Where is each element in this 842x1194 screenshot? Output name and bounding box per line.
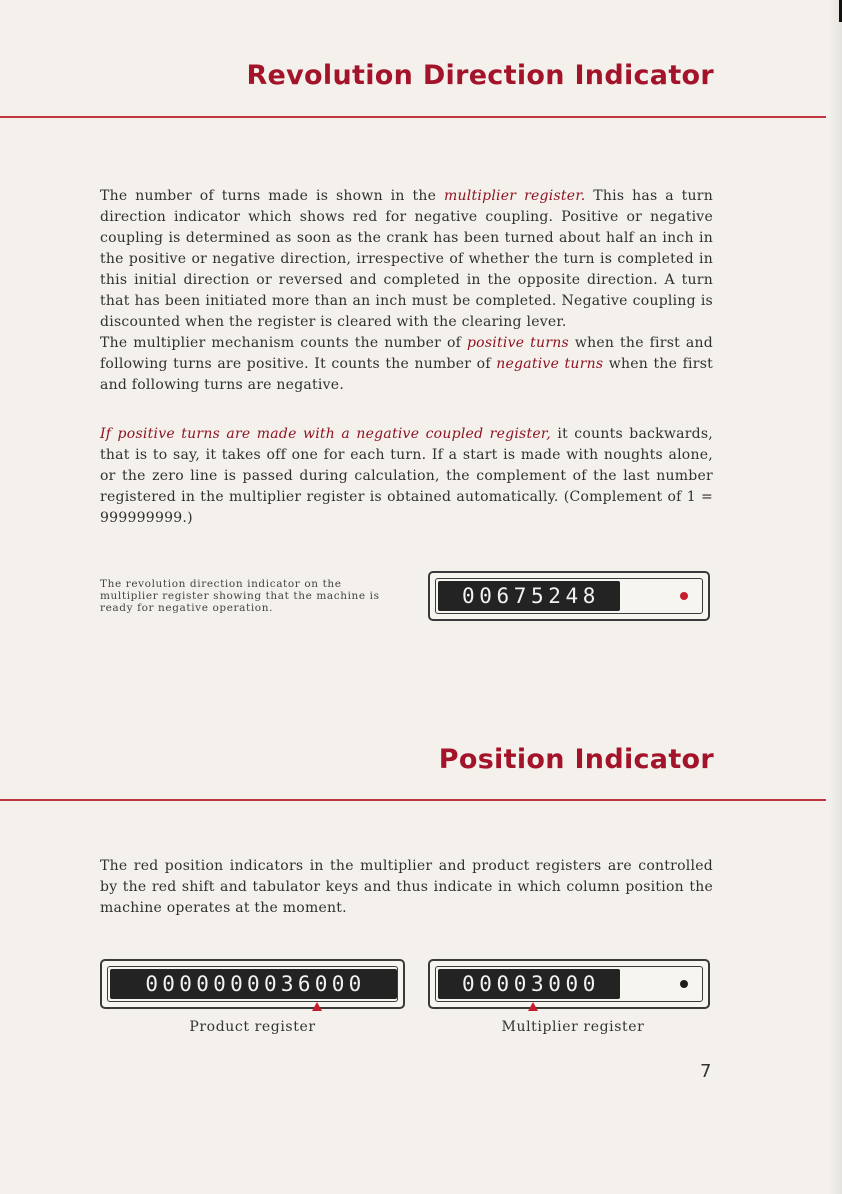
text-segment: The number of turns made is shown in the <box>100 188 444 204</box>
position-paragraph <box>100 856 713 919</box>
text-segment: it counts backwards, that is to say, it takes off one for each turn. If a start is made with noughts alone, or the zero line is passed during calculation, the complement of the last number registered in the multiplier register is obtained automatically. (Complement of 1 = 999999999.) <box>100 426 713 526</box>
revolution-direction-heading: Revolution Direction Indicator <box>246 60 714 91</box>
text-segment: when the first and following turns are positive. It counts the number of <box>100 335 713 372</box>
page-edge-shadow <box>828 0 842 1194</box>
emphasis-text: multiplier register. <box>443 188 586 204</box>
revolution-paragraph-1 <box>100 186 713 396</box>
emphasis-text: negative turns <box>496 356 604 372</box>
product-register-illustration <box>100 959 405 1009</box>
emphasis-text: positive turns <box>466 335 569 351</box>
section-rule <box>0 799 826 801</box>
emphasis-text: If positive turns are made with a negative coupled register, <box>100 426 552 442</box>
text-segment: The red position indicators in the multiplier and product registers are controlled by the red shift and tabulator keys and thus indicate in which column position the machine operates at the moment. <box>100 858 713 916</box>
product-register-label: Product register <box>189 1019 316 1035</box>
multiplier-register-illustration <box>428 571 710 621</box>
register-frame <box>107 966 398 1002</box>
revolution-paragraph-2 <box>100 424 713 529</box>
register-frame <box>435 578 703 614</box>
register-frame <box>435 966 703 1002</box>
section-rule <box>0 116 826 118</box>
text-segment: The multiplier mechanism counts the number of <box>100 335 467 351</box>
position-indicator-heading: Position Indicator <box>438 744 714 775</box>
text-segment: when the first and following turns are negative. <box>100 356 714 393</box>
register-digits: 00003000 <box>438 969 620 999</box>
revolution-indicator-caption: The revolution direction indicator on the multiplier register showing that the machine is ready for negative operation. <box>100 578 380 614</box>
register-digits: 00675248 <box>438 581 620 611</box>
turn-direction-indicator-icon <box>680 980 688 988</box>
register-digits: 0000000036000 <box>110 969 397 999</box>
multiplier-register-label: Multiplier register <box>501 1019 645 1035</box>
text-segment: This has a turn direction indicator which shows red for negative coupling. Positive or negative coupling is determined as soon as the crank has been turned about half an inch in the positive or negative direction, irrespective of whether the turn is completed in this initial direction or reversed and completed in the opposite direction. A turn that has been initiated more than an inch must be completed. Negative coupling is discounted when the register is cleared with the clearing lever. <box>100 188 713 330</box>
turn-direction-indicator-icon <box>680 592 688 600</box>
multiplier-register-position-illustration <box>428 959 710 1009</box>
position-marker-icon <box>312 1002 322 1011</box>
position-marker-icon <box>528 1002 538 1011</box>
page-number: 7 <box>700 1061 712 1082</box>
